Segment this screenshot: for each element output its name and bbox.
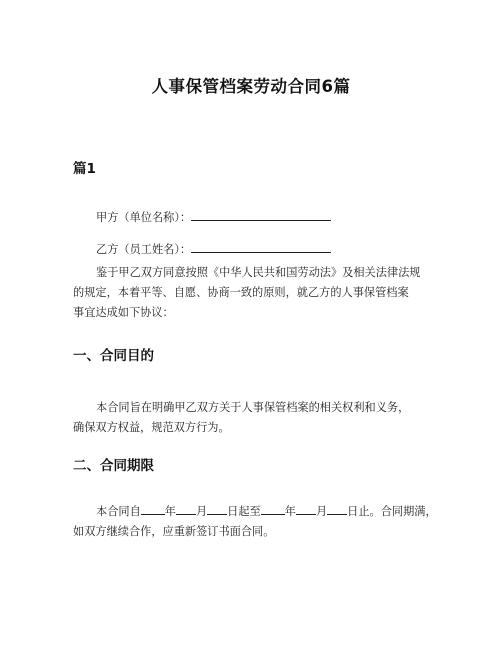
start-day-blank: [207, 502, 227, 515]
term-text: 年: [284, 505, 296, 518]
term-text: 本合同自: [96, 505, 141, 518]
preamble-line: 鉴于甲乙双方同意按照《中华人民共和国劳动法》及相关法律法规: [96, 266, 421, 279]
term-text: 日起至: [227, 505, 261, 518]
section-term-paragraph: [73, 502, 437, 542]
party-b-blank: [191, 240, 331, 253]
preamble-line: 事宜达成如下协议：: [73, 306, 174, 319]
term-text: 日止。合同期满，: [347, 505, 437, 518]
party-a-label: 甲方（单位名称）：: [96, 211, 192, 224]
preamble-paragraph: [73, 263, 433, 323]
start-year-blank: [141, 502, 165, 515]
document-title: 人事保管档案劳动合同6篇: [151, 77, 351, 96]
end-day-blank: [327, 502, 347, 515]
purpose-line: 确保双方权益，规范双方行为。: [73, 421, 230, 434]
section-purpose-paragraph: [73, 398, 433, 438]
end-month-blank: [296, 502, 316, 515]
preamble-line: 的规定，本着平等、自愿、协商一致的原则，就乙方的人事保管档案: [73, 286, 409, 299]
party-b-line: [96, 240, 331, 259]
party-a-line: [96, 208, 331, 227]
term-line: [73, 502, 437, 522]
term-text: 月: [195, 505, 208, 518]
start-month-blank: [176, 502, 196, 515]
section-heading-term: 二、合同期限: [73, 458, 154, 474]
part-heading: 篇1: [73, 161, 96, 177]
end-year-blank: [261, 502, 285, 515]
purpose-line: 本合同旨在明确甲乙双方关于人事保管档案的相关权利和义务，: [96, 401, 410, 414]
section-heading-purpose: 一、合同目的: [73, 348, 154, 364]
term-text: 月: [315, 505, 328, 518]
party-a-blank: [191, 208, 331, 221]
term-text: 年: [164, 505, 176, 518]
term-line: 如双方继续合作，应重新签订书面合同。: [73, 525, 275, 538]
party-b-label: 乙方（员工姓名）：: [96, 243, 192, 256]
